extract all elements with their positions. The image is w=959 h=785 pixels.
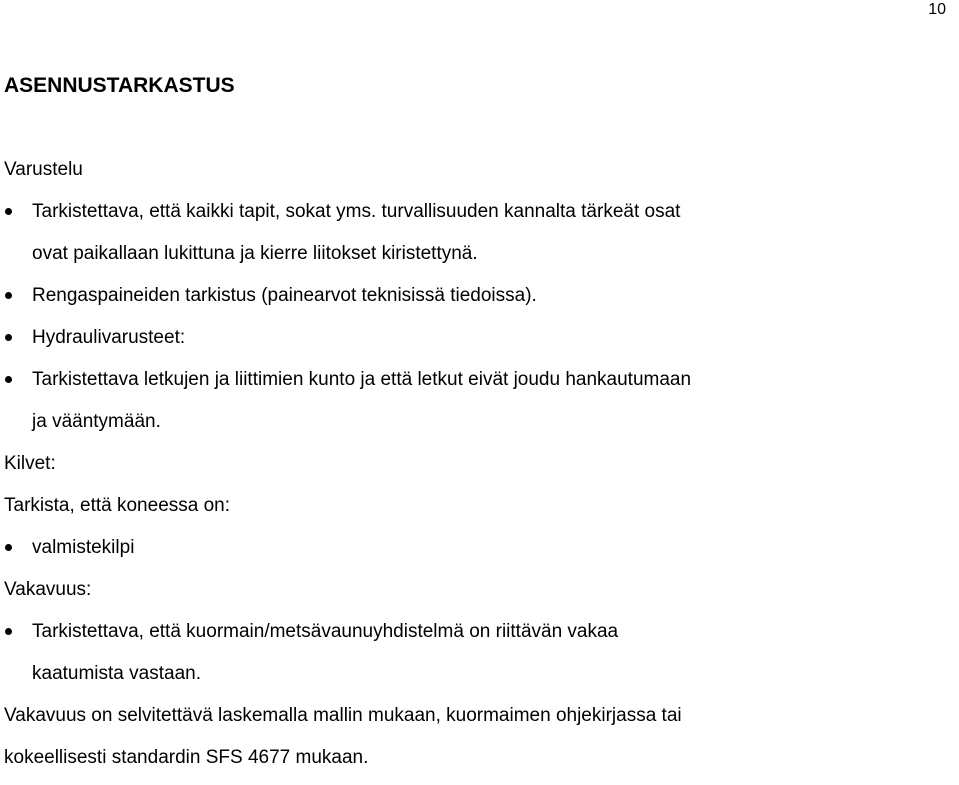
bullet-icon [5,376,12,383]
section-label-kilvet: Kilvet: [4,453,56,474]
paragraph-text: Vakavuus on selvitettävä laskemalla mallin mukaan, kuormaimen ohjekirjassa tai [4,705,682,726]
bullet-text-continued: ovat paikallaan lukittuna ja kierre liitokset kiristettynä. [32,243,478,264]
bullet-icon [5,334,12,341]
bullet-item-tapit [4,197,954,281]
document-heading: ASENNUSTARKASTUS [4,74,235,97]
document-body [4,155,954,785]
bullet-text: valmistekilpi [32,537,135,558]
bullet-item-valmistekilpi [4,533,954,575]
bullet-item-letkut [4,365,954,449]
bullet-text: Tarkistettava letkujen ja liittimien kunto ja että letkut eivät joudu hankautumaan [32,369,692,390]
bullet-text: Tarkistettava, että kaikki tapit, sokat yms. turvallisuuden kannalta tärkeät osat [32,201,681,222]
bullet-icon [5,628,12,635]
page-number: 10 [928,1,946,18]
vakavuus-note [4,701,954,785]
bullet-item-hydraulivarusteet [4,323,954,365]
paragraph-text-continued: kokeellisesti standardin SFS 4677 mukaan. [4,747,369,768]
section-label-varustelu: Varustelu [4,159,83,180]
section-label-vakavuus: Vakavuus: [4,579,92,600]
bullet-icon [5,208,12,215]
bullet-text: Tarkistettava, että kuormain/metsävaunuyhdistelmä on riittävän vakaa [32,621,619,642]
bullet-text-continued: kaatumista vastaan. [32,663,201,684]
bullet-text: Hydraulivarusteet: [32,327,186,348]
bullet-text: Rengaspaineiden tarkistus (painearvot teknisissä tiedoissa). [32,285,537,306]
bullet-item-vakavuus [4,617,954,701]
bullet-icon [5,544,12,551]
bullet-item-rengaspaineet [4,281,954,323]
bullet-icon [5,292,12,299]
kilvet-intro: Tarkista, että koneessa on: [4,495,231,516]
bullet-text-continued: ja vääntymään. [32,411,161,432]
